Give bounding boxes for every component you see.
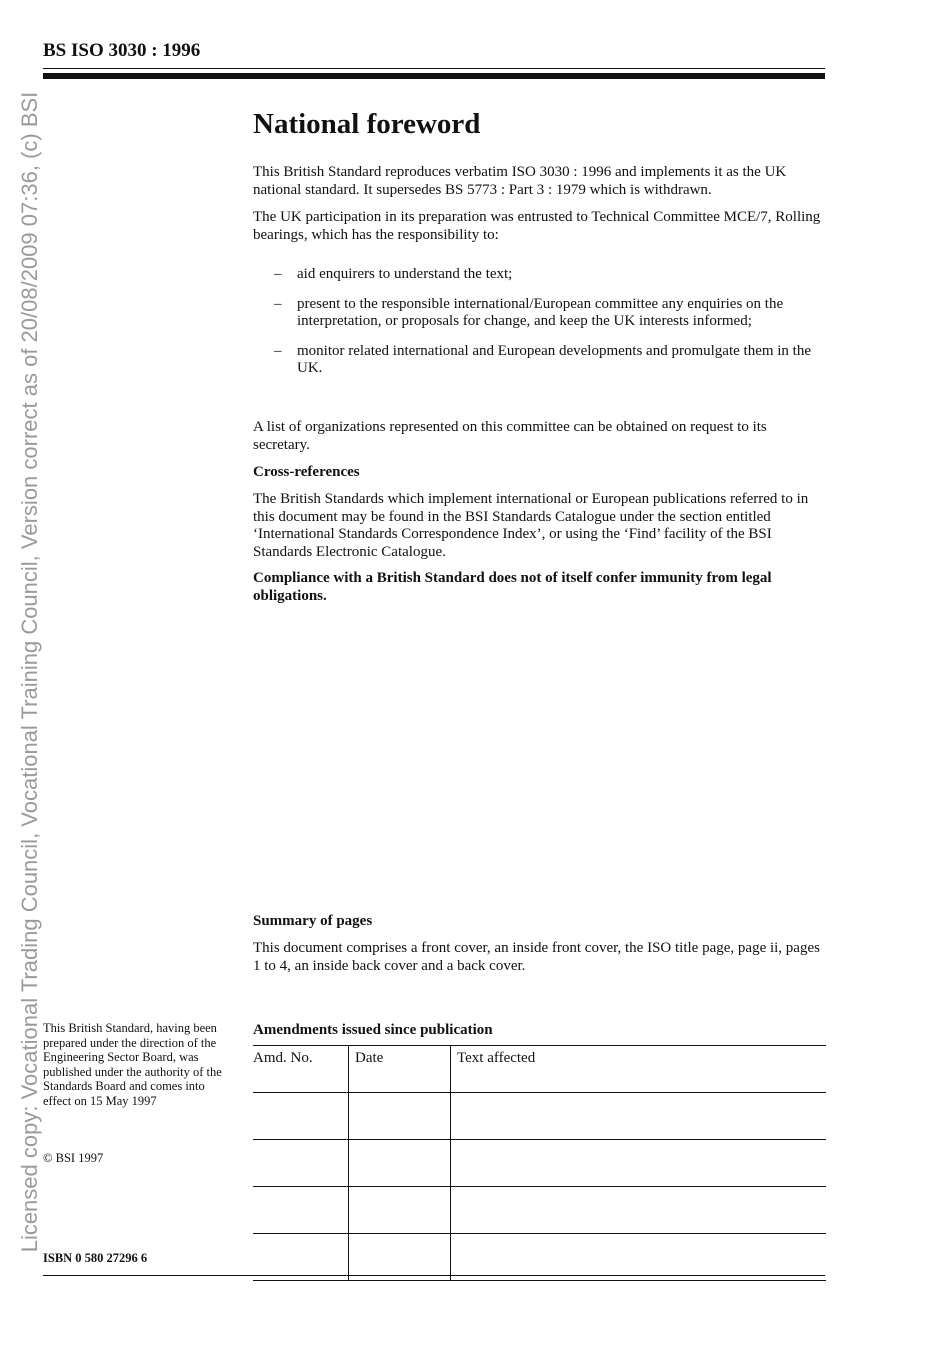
list-item [253,296,827,331]
foreword-paragraph-3: A list of organizations represented on this committee can be obtained on request to its secretary. [253,419,767,453]
list-item [253,343,827,378]
summary-heading: Summary of pages [253,913,373,929]
header-rule-thick [43,73,825,79]
table-row [253,1093,826,1140]
column-header-text-affected: Text affected [451,1046,827,1093]
document-id: BS ISO 3030 : 1996 [43,40,201,61]
list-item-text: aid enquirers to understand the text; [297,266,513,282]
dash-bullet: – [274,295,282,312]
header-rule-thin [43,68,825,69]
table-header-row [253,1046,826,1093]
watermark-text: Licensed copy: Vocational Trading Council, Vocational Training Council, Version correct as of 20/08/2009 07:36, (c) BSI [17,91,42,1253]
table-row [253,1187,826,1234]
publication-note: This British Standard, having been prepared under the direction of the Engineering Sector Board, was published under the authority of the Standards Board and comes into effect on 15 May 1997 [43,1021,222,1108]
copyright-notice: © BSI 1997 [43,1151,104,1165]
cross-references-text: The British Standards which implement international or European publications referred to in this document may be found in the BSI Standards Catalogue under the section entitled ‘International Standards Correspondence Index’, or using the ‘Find’ facility of the BSI Standards Electronic Catalogue. [253,491,809,560]
column-header-amd-no: Amd. No. [253,1046,349,1093]
dash-bullet: – [274,266,282,282]
compliance-statement: Compliance with a British Standard does not of itself confer immunity from legal obligations. [253,570,772,604]
footer-rule [43,1275,825,1276]
dash-bullet: – [274,342,282,359]
summary-text: This document comprises a front cover, an inside front cover, the ISO title page, page ii, pages 1 to 4, an inside back cover and a back cover. [253,940,820,974]
column-header-date: Date [349,1046,451,1093]
list-item-text: monitor related international and European developments and promulgate them in the UK. [297,342,812,376]
amendments-heading: Amendments issued since publication [253,1022,493,1038]
responsibility-list [253,266,827,390]
amendments-table [253,1045,826,1281]
foreword-paragraph-1: This British Standard reproduces verbatim ISO 3030 : 1996 and implements it as the UK national standard. It supersedes BS 5773 : Part 3 : 1979 which is withdrawn. [253,164,787,198]
list-item [253,266,827,284]
page-title: National foreword [253,108,481,140]
list-item-text: present to the responsible international/European committee any enquiries on the interpretation, or proposals for change, and keep the UK interests informed; [297,295,784,329]
table-row [253,1234,826,1281]
foreword-paragraph-2: The UK participation in its preparation was entrusted to Technical Committee MCE/7, Rolling bearings, which has the responsibility to: [253,209,821,243]
table-row [253,1140,826,1187]
license-watermark [0,0,60,1345]
isbn: ISBN 0 580 27296 6 [43,1251,148,1265]
cross-references-heading: Cross-references [253,464,360,480]
